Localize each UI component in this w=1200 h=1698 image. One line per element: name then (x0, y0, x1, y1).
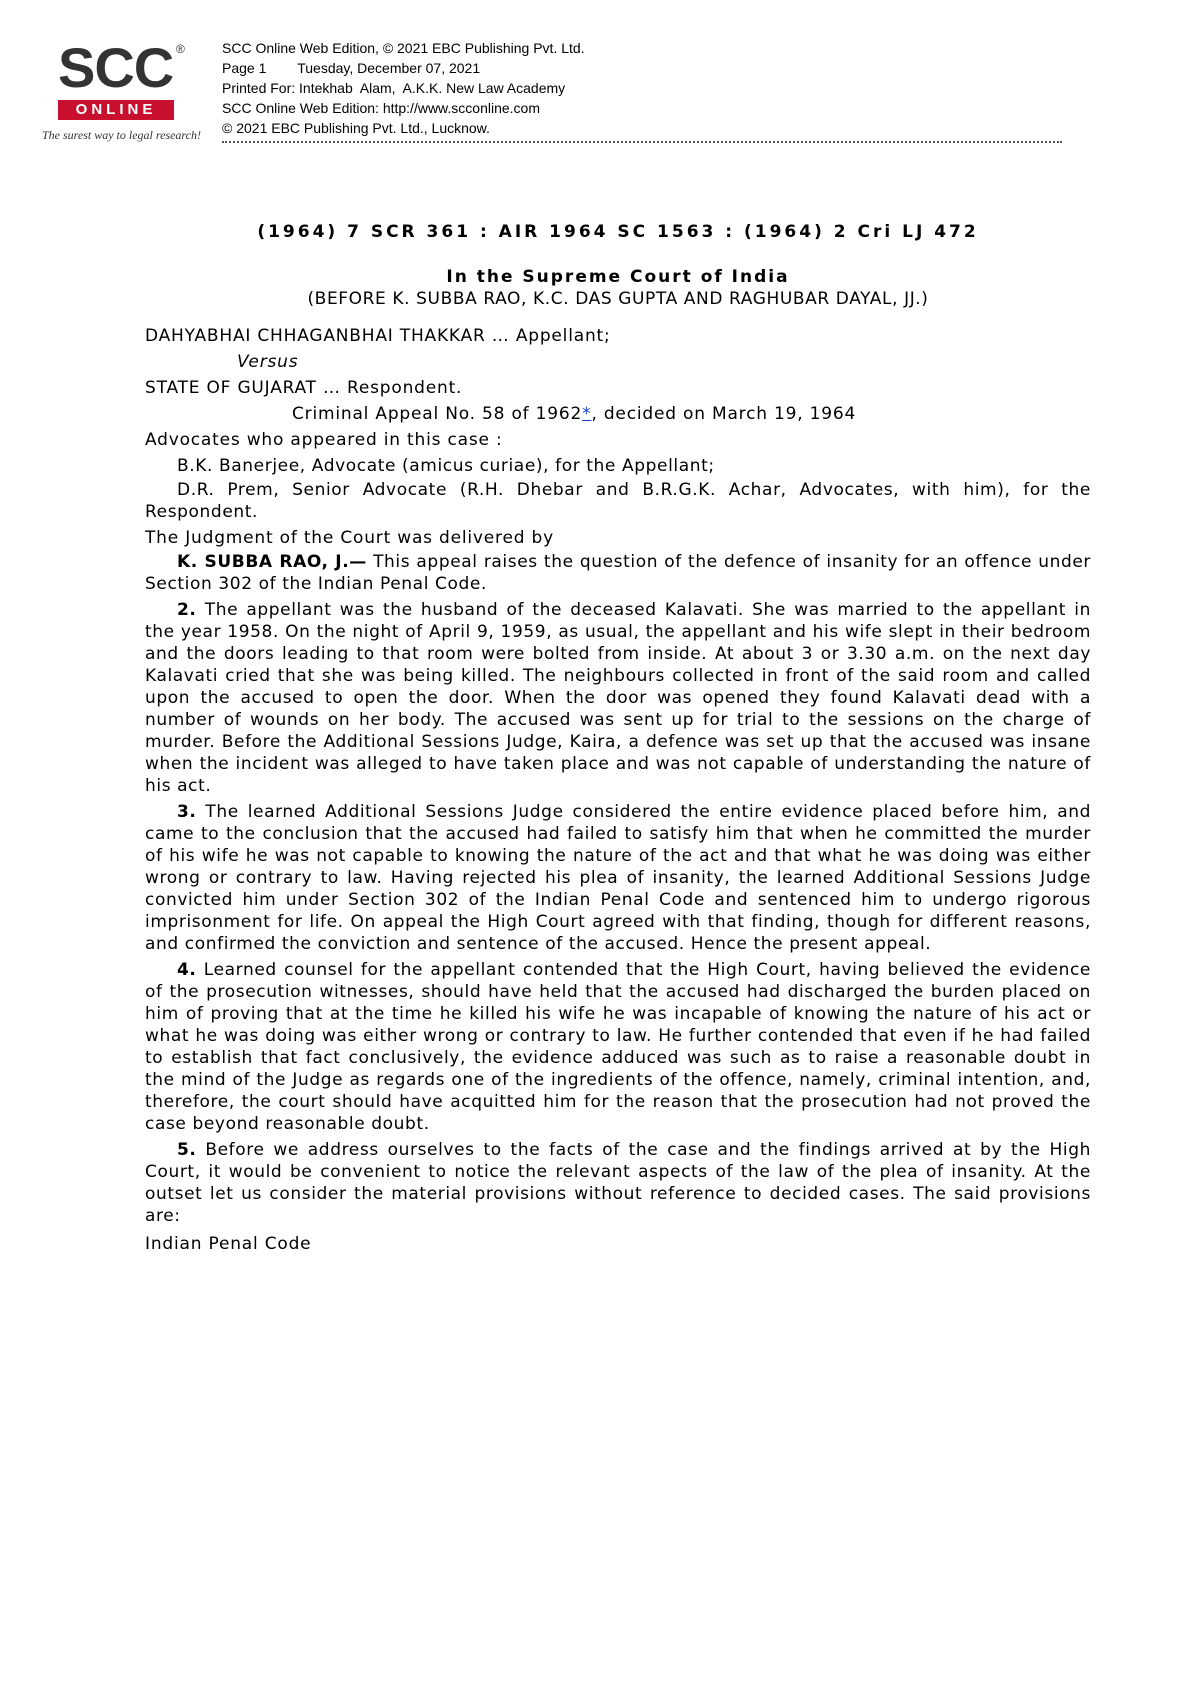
logo-registered-mark: ® (176, 42, 185, 56)
logo-tagline: The surest way to legal research! (42, 128, 201, 142)
paragraph-5-text: Before we address ourselves to the facts of the case and the findings arrived at by the High Court, it would be convenient to notice the relevant aspects of the law of the plea of insanity. At the outset let us consider the material provisions without reference to decided cases. The said provisions are: (145, 1140, 1091, 1226)
paragraph-5-number: 5. (177, 1140, 197, 1160)
delivered-by: The Judgment of the Court was delivered by (145, 528, 554, 548)
paragraph-2-text: The appellant was the husband of the deceased Kalavati. She was married to the appellant in the year 1958. On the night of April 9, 1959, as usual, the appellant and his wife slept in their bedroom and the doors leading to that room were bolted from inside. At about 3 or 3.30 a.m. on the next day Kalavati cried that she was being killed. The neighbours collected in front of the said room and called upon the accused to open the door. When the door was opened they found Kalavati dead with a number of wounds on her body. The accused was sent up for trial to the sessions on the charge of murder. Before the Additional Sessions Judge, Kaira, a defence was set up that the accused was insane when the incident was alleged to have taken place and was not capable of understanding the nature of his act. (145, 600, 1091, 796)
appeal-number: Criminal Appeal No. 58 of 1962 (292, 404, 583, 424)
paragraph-3-number: 3. (177, 802, 197, 822)
paragraph-4 (145, 959, 1091, 1135)
logo-online-banner: ONLINE (58, 100, 174, 120)
paragraph-2 (145, 599, 1091, 797)
judgment-document (145, 222, 1091, 1257)
advocate-respondent: D.R. Prem, Senior Advocate (R.H. Dhebar and B.R.G.K. Achar, Advocates, with him), for the Respondent. (145, 480, 1091, 522)
print-header (222, 38, 585, 138)
case-citation: (1964) 7 SCR 361 : AIR 1964 SC 1563 : (1964) 2 Cri LJ 472 (257, 222, 979, 242)
header-website: SCC Online Web Edition: http://www.scconline.com (222, 100, 540, 116)
paragraph-3-text: The learned Additional Sessions Judge considered the entire evidence placed before him, and came to the conclusion that the accused had failed to satisfy him that when he committed the murder of his wife he was not capable to knowing the nature of the act and that what he was doing was either wrong or contrary to law. Having rejected his plea of insanity, the learned Additional Sessions Judge convicted him under Section 302 of the Indian Penal Code and sentenced him to undergo rigorous imprisonment for life. On appeal the High Court agreed with that finding, though for different reasons, and confirmed the conviction and sentence of the accused. Hence the present appeal. (145, 802, 1091, 954)
court-name: In the Supreme Court of India (446, 267, 790, 287)
statute-heading: Indian Penal Code (145, 1234, 312, 1254)
header-page-date: Page 1 Tuesday, December 07, 2021 (222, 60, 481, 76)
appeal-decided: , decided on March 19, 1964 (591, 404, 857, 424)
header-printed-for: Printed For: Intekhab Alam, A.K.K. New Law Academy (222, 80, 566, 96)
header-copyright: SCC Online Web Edition, © 2021 EBC Publishing Pvt. Ltd. (222, 40, 585, 56)
advocates-heading: Advocates who appeared in this case : (145, 430, 503, 450)
judge-name: K. SUBBA RAO, J.— (177, 552, 367, 572)
bench: (BEFORE K. SUBBA RAO, K.C. DAS GUPTA AND RAGHUBAR DAYAL, JJ.) (307, 289, 929, 309)
respondent: STATE OF GUJARAT … Respondent. (145, 378, 463, 398)
advocate-appellant: B.K. Banerjee, Advocate (amicus curiae), for the Appellant; (177, 456, 715, 476)
logo-brand: SCC (58, 36, 174, 99)
appeal-details (145, 401, 1091, 427)
paragraph-4-number: 4. (177, 960, 197, 980)
paragraph-5 (145, 1139, 1091, 1227)
paragraph-4-text: Learned counsel for the appellant contended that the High Court, having believed the evidence of the prosecution witnesses, should have held that the accused had discharged the burden placed on him of proving that at the time he killed his wife he was incapable of knowing the nature of his act or what he was doing was either wrong or contrary to law. He further contended that even if he had failed to establish that fact conclusively, the evidence adduced was such as to raise a reasonable doubt in the mind of the Judge as regards one of the ingredients of the offence, namely, criminal intention, and, therefore, the court should have acquitted him for the reason that the prosecution had not proved the case beyond reasonable doubt. (145, 960, 1091, 1134)
header-publisher: © 2021 EBC Publishing Pvt. Ltd., Lucknow. (222, 120, 490, 136)
paragraph-3 (145, 801, 1091, 955)
scc-online-logo (38, 38, 213, 148)
versus: Versus (237, 352, 299, 372)
paragraph-1 (145, 551, 1091, 595)
appellant: DAHYABHAI CHHAGANBHAI THAKKAR … Appellant; (145, 326, 611, 346)
footnote-link[interactable]: * (582, 404, 592, 424)
paragraph-1-text: This appeal raises the question of the defence of insanity for an offence under Section 302 of the Indian Penal Code. (145, 552, 1091, 594)
header-divider (222, 141, 1062, 143)
paragraph-2-number: 2. (177, 600, 197, 620)
